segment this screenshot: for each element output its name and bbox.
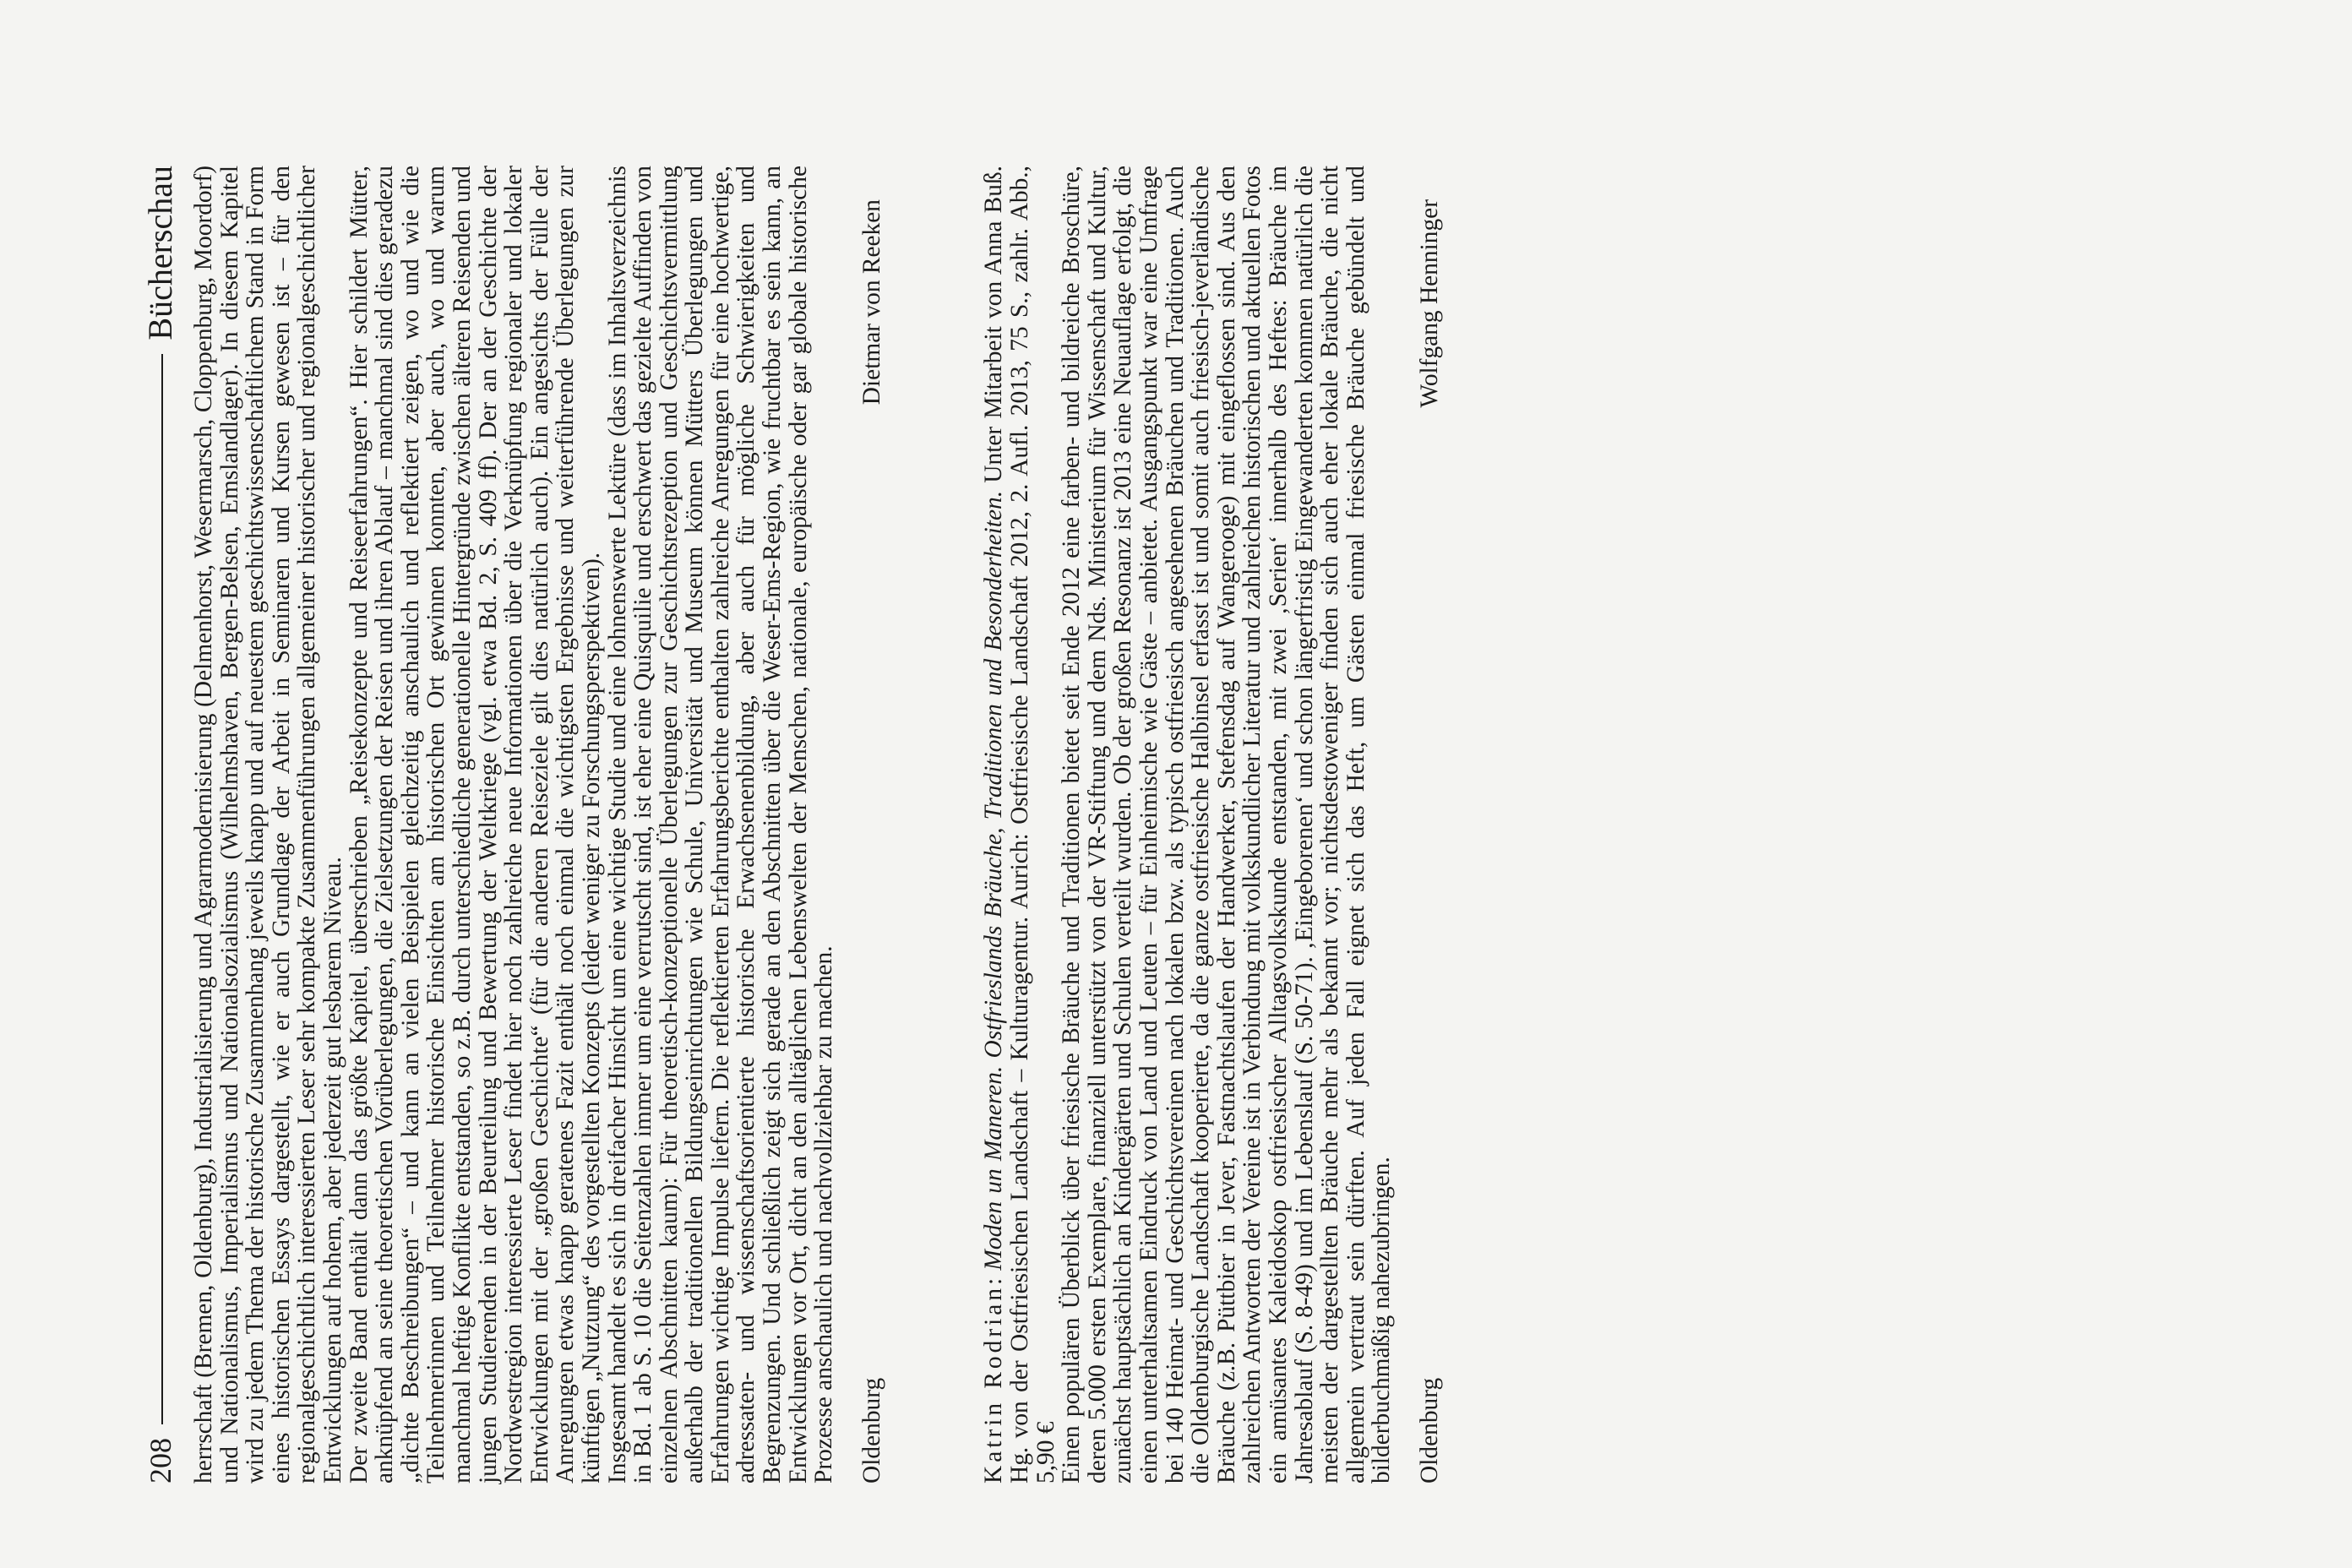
review-2-signature [1417,166,1443,1484]
review-1-paragraph: Der zweite Band enthält dann das größte Kapitel, überschrieben „Reisekonzepte und Reiseerfahrungen“. Hier schildert Mütter, anknüpfend an seine theoretischen Vorüberlegungen, die Zielsetzungen der Reisen und ihren Ablauf – manchmal sind dies geradezu „dichte Beschreibungen“ – und kann an vielen Beispielen gleichzeitig anschaulich und reflektiert zeigen, wo und wie die Teilnehmerinnen und Teilnehmer historische Einsichten am historischen Ort gewinnen konnten, aber auch, wo und warum manchmal heftige Konflikte entstanden, so z.B. durch unterschiedliche generationelle Hintergründe zwischen älteren Reisenden und jungen Studierenden in der Beurteilung und Bewertung der Weltkriege (vgl. etwa Bd. 2, S. 409 ff). Der an der Geschichte der Nordwestregion interessierte Leser findet hier noch zahlreiche neue Informationen über die Verknüpfung regionaler und lokaler Entwicklungen mit der „großen Geschichte“ (für die anderen Reiseziele gilt dies natürlich auch). Ein angesichts der Fülle der Anregungen etwas knapp geratenes Fazit enthält noch einmal die wichtigsten Ergebnisse und weiterführende Überlegungen zur künftigen „Nutzung“ des vorgestellten Konzepts (leider weniger zu Forschungsperspektiven). [345,166,605,1484]
review-2-reviewer: Wolfgang Henninger [1415,199,1443,408]
review-2-title-separator: : [980,1270,1008,1285]
review-1-signature [859,166,885,1484]
review-2-bibliography [981,166,1059,1484]
review-2-author: Katrin Rodrian [980,1284,1008,1484]
running-head [141,166,179,1484]
book-review-page [141,166,1446,1484]
review-2-book-title: Moden un Maneren. Ostfrieslands Bräuche, Traditionen und Besonderheiten. [980,490,1008,1271]
review-1-place: Oldenburg [858,1377,885,1484]
review-1-paragraph: Insgesamt handelt es sich in dreifacher Hinsicht um eine wichtige Studie und eine lohnenswerte Lektüre (dass im Inhaltsverzeichnis in Bd. 1 ab S. 10 die Seitenzahlen immer um eine verrutscht sind, ist eher eine Quisquilie und erschwert das gezielte Auffinden von einzelnen Abschnitten kaum): Für theoretisch-konzeptionelle Überlegungen zur Geschichtsrezeption und Geschichtsvermittlung außerhalb der traditionellen Bildungseinrichtungen wie Schule, Universität und Museum können Mütters Überlegungen und Erfahrungen wichtige Impulse liefern. Die reflektierten Erfahrungsberichte enthalten zahlreiche Anregungen für eine hochwertige, adressaten- und wissenschaftsorientierte historische Erwachsenenbildung, aber auch für mögliche Schwierigkeiten und Begrenzungen. Und schließlich zeigt sich gerade an den Abschnitten über die Weser-Ems-Region, wie fruchtbar es sein kann, an Entwicklungen vor Ort, dicht an den alltäglichen Lebenswelten der Menschen, nationale, europäische oder gar globale historische Prozesse anschaulich und nachvollziehbar zu machen. [603,166,838,1484]
header-rule [161,354,163,1424]
review-2-body: Einen populären Überblick über friesische Bräuche und Traditionen bietet seit Ende 2012 eine farben- und bildreiche Broschüre, deren 5.000 ersten Exemplare, finanziell unterstützt von der VR-Stiftung und dem Nds. Ministerium für Wissenschaft und Kultur, zunächst hauptsächlich an Kindergärten und Schulen verteilt wurden. Ob der großen Resonanz ist 2013 eine Neuauflage erfolgt, die einen unterhaltsamen Eindruck von Land und Leuten – für Einheimische wie Gäste – anbietet. Ausgangspunkt war eine Umfrage bei 140 Heimat- und Geschichtsvereinen nach lokalen bzw. als typisch ostfriesisch angesehenen Bräuchen und Traditionen. Auch die Oldenburgische Landschaft kooperierte, da die ganze ostfriesische Halbinsel erfasst ist und somit auch friesisch-jeverländische Bräuche (z.B. Püttbier in Jever, Fastnachtslaufen der Handwerker, Stefensdag auf Wangerooge) mit eingeflossen sind. Aus den zahlreichen Antworten der Vereine ist in Verbindung mit volkskundlicher Literatur und zahlreichen historischen und aktuellen Fotos ein amüsantes Kaleidoskop ostfriesischer Alltagsvolkskunde entstanden, mit zwei ‚Serien‘ innerhalb des Heftes: Bräuche im Jahresablauf (S. 8-49) und im Lebenslauf (S. 50-71). ‚Eingeborenen‘ und schon längerfristig Eingewanderten kommen natürlich die meisten der dargestellten Bräuche mehr als bekannt vor; nichtsdestoweniger finden sich auch eher lokale Bräuche, die nicht allgemein vertraut sein dürften. Auf jeden Fall eignet sich das Heft, um Gästen einmal friesische Bräuche gebündelt und bilderbuchmäßig nahezubringen. [1058,166,1396,1484]
review-2-bib-details: Unter Mitarbeit von Anna Buß. Hg. von der Ostfriesischen Landschaft – Kulturagentur. Aurich: Ostfriesische Landschaft 2012, 2. Aufl. 2013, 75 S., zahlr. Abb., 5,90 € [980,166,1059,1484]
running-title: Bücherschau [141,166,179,340]
review-1-reviewer: Dietmar von Reeken [858,199,885,406]
review-1 [191,166,885,1484]
page-number: 208 [144,1438,177,1484]
review-2-place: Oldenburg [1415,1377,1443,1484]
review-1-paragraph: herrschaft (Bremen, Oldenburg), Industrialisierung und Agrarmodernisierung (Delmenhorst, Wesermarsch, Cloppenburg, Moordorf) und Nationalismus, Imperialismus und Nationalsozialismus (Wilhelmshaven, Bergen-Belsen, Emslandlager). In diesem Kapitel wird zu jedem Thema der historische Zusammenhang jeweils knapp und auf neuestem geschichtswissenschaftlichem Stand in Form eines historischen Essays dargestellt, wie er auch Grundlage der Arbeit in Seminaren und Kursen gewesen ist – für den regionalgeschichtlich interessierten Leser sehr kompakte Zusammenführungen allgemeiner historischer und regionalgeschichtlicher Entwicklungen auf hohem, aber jederzeit gut lesbarem Niveau. [190,166,346,1484]
review-2 [981,166,1442,1484]
section-gap [888,166,981,1484]
